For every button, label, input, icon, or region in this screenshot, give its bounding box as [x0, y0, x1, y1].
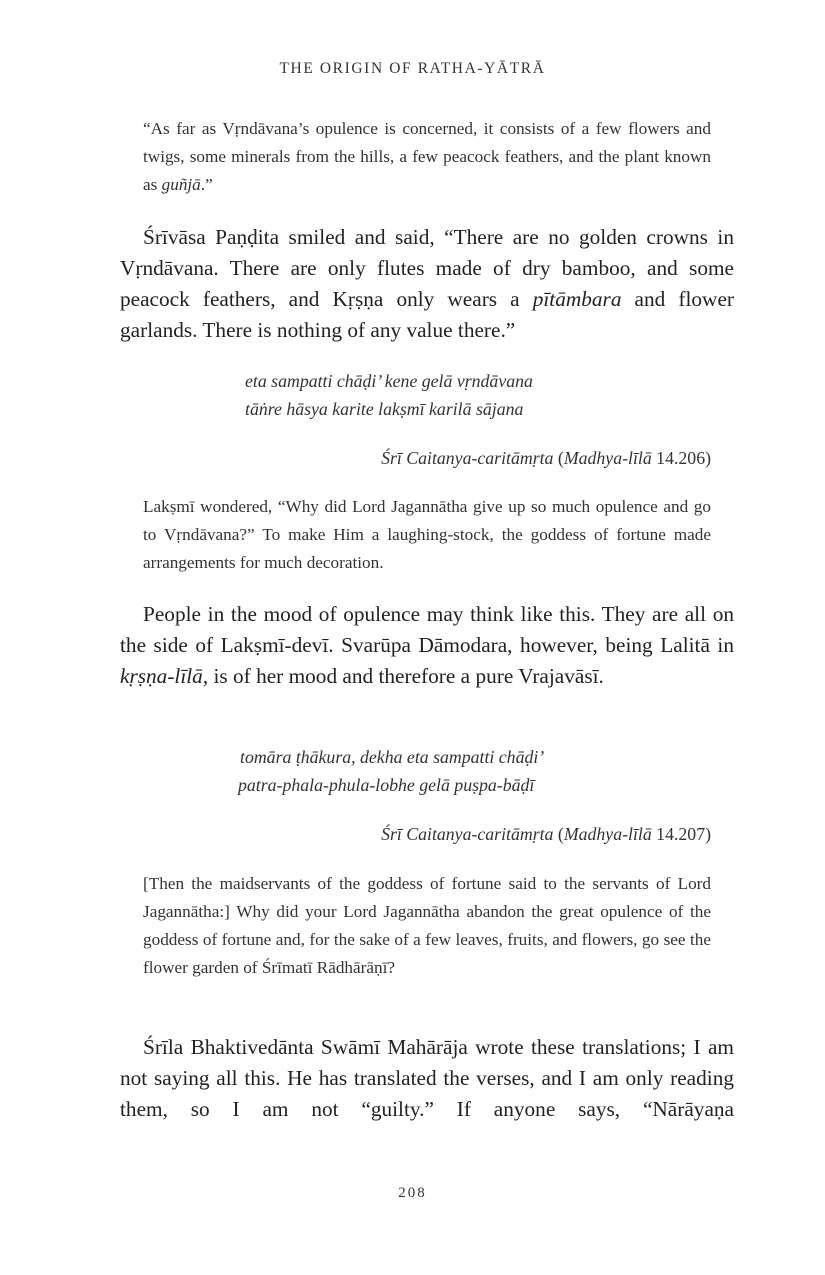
citation-ref: 14.206): [651, 448, 711, 468]
quote-text-end: .”: [200, 175, 213, 194]
citation-section: Madhya-līlā: [563, 448, 652, 468]
citation-ref: 14.207): [651, 824, 711, 844]
verse-line: eta sampatti chāḍi’ kene gelā vṛndāvana: [245, 371, 533, 391]
quote-vrndavana-opulence: [143, 115, 711, 199]
quote-laksmi-wondered: Lakṣmī wondered, “Why did Lord Jagannātha give up so much opulence and go to Vṛndāvana?” To make Him a laughing-stock, the goddess of fortune made arrangements for much decoration.: [143, 497, 711, 572]
citation-paren: (: [553, 824, 564, 844]
paragraph-text: People in the mood of opulence may think like this. They are all on the side of Lakṣmī-devī. Svarūpa Dāmodara, however, being Lalitā in: [120, 602, 734, 657]
quote-italic-term: guñjā: [161, 175, 201, 194]
verse-line: patra-phala-phula-lobhe gelā puṣpa-bāḍī: [238, 775, 535, 795]
paragraph-italic-term: pītāmbara: [532, 287, 622, 311]
page-number: 208: [398, 1185, 427, 1201]
paragraph-text: Śrīvāsa Paṇḍita smiled and said, “There are no golden crowns in Vṛndāvana. There are only flutes made of dry bamboo, and some peacock feathers, and Kṛṣṇa only wears a: [120, 225, 734, 311]
paragraph-text-end: and flower garlands. There is nothing of any value there.”: [120, 287, 734, 342]
running-head: THE ORIGIN OF RATHA-YĀTRĀ: [279, 60, 546, 77]
citation: [381, 820, 711, 848]
citation-book: Śrī Caitanya-caritāmṛta: [381, 824, 554, 844]
citation-book: Śrī Caitanya-caritāmṛta: [381, 448, 554, 468]
paragraph-translations: Śrīla Bhaktivedānta Swāmī Mahārāja wrote these translations; I am not saying all this. He has translated the verses, and I am only reading them, so I am not “guilty.” If anyone says, “Nārāyaṇa: [120, 1035, 734, 1121]
paragraph-mood-of-opulence: [120, 599, 734, 692]
verse-line: tomāra ṭhākura, dekha eta sampatti chāḍi’: [240, 747, 545, 767]
quote-text: “As far as Vṛndāvana’s opulence is concerned, it consists of a few flowers and twigs, some minerals from the hills, a few peacock feathers, and the plant known as: [143, 119, 711, 194]
quote-maidservants: [Then the maidservants of the goddess of fortune said to the servants of Lord Jagannātha:] Why did your Lord Jagannātha abandon the great opulence of the goddess of fortune and, for the sake of a few leaves, fruits, and flowers, go see the flower garden of Śrīmatī Rādhārāṇī?: [143, 874, 711, 977]
citation-section: Madhya-līlā: [563, 824, 652, 844]
citation-paren: (: [553, 448, 564, 468]
paragraph-italic-term: kṛṣṇa-līlā: [120, 664, 203, 688]
verse-line: tāṅre hāsya karite lakṣmī karilā sājana: [245, 399, 524, 419]
paragraph-srivasa: [120, 222, 734, 346]
paragraph-text-end: , is of her mood and therefore a pure Vrajavāsī.: [202, 664, 604, 688]
citation: [381, 444, 711, 472]
